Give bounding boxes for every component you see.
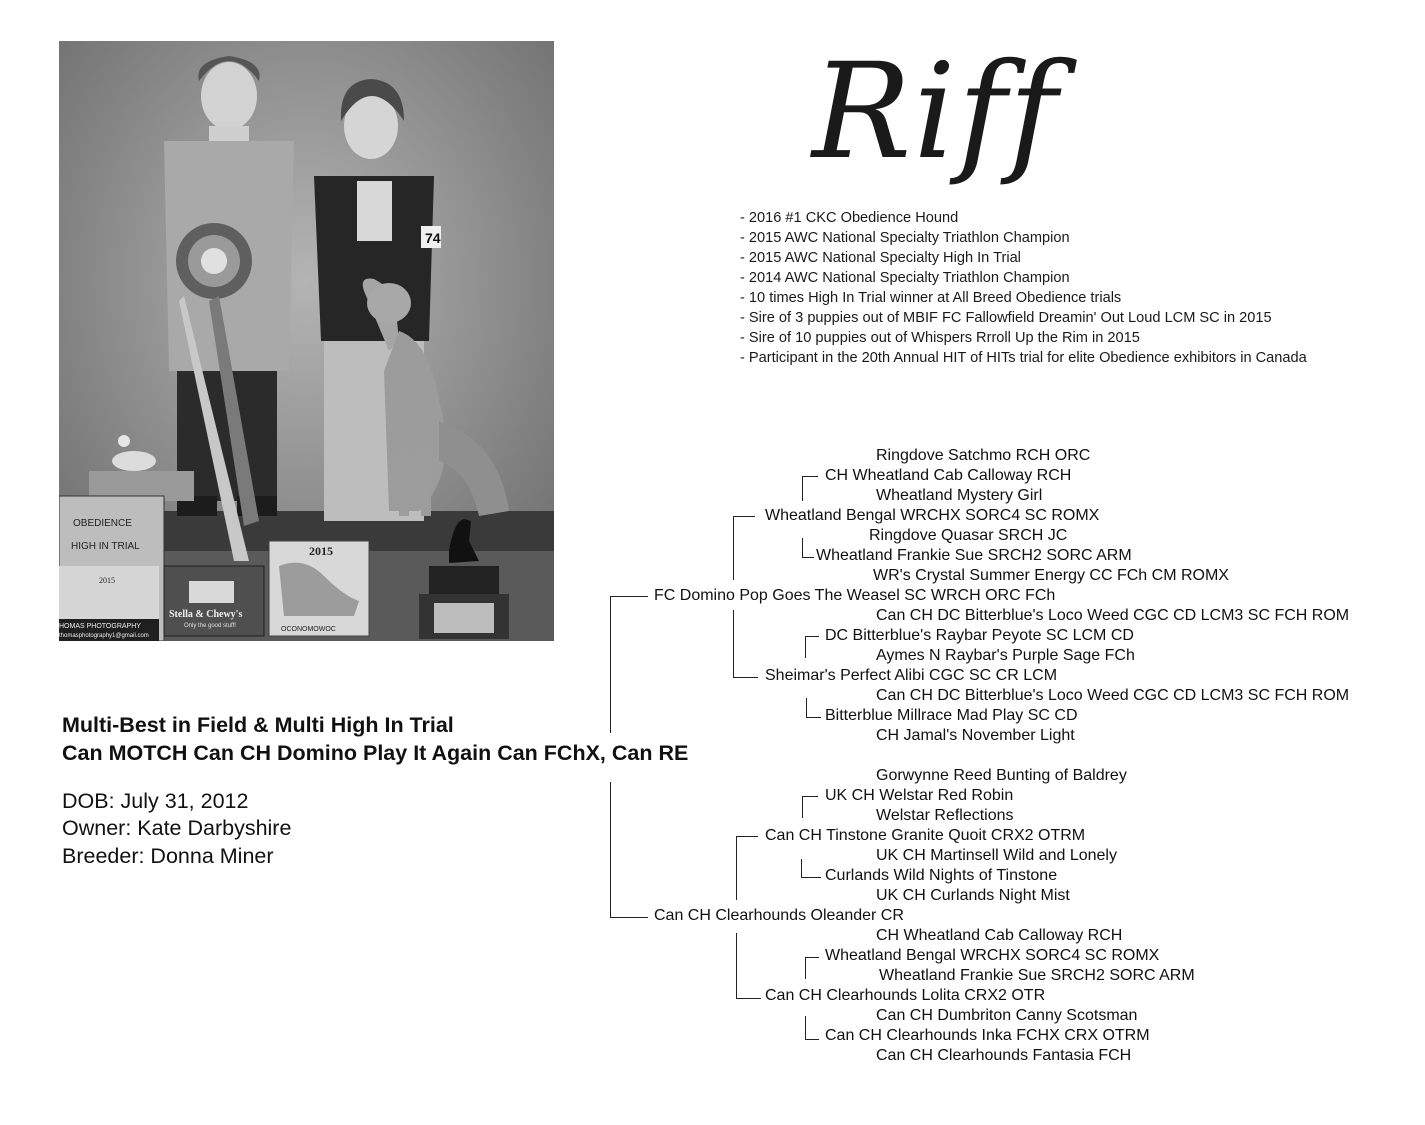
pedigree-sdss: Can CH DC Bitterblue's Loco Weed CGC CD LCM3 SC FCH ROM: [876, 607, 1350, 624]
pedigree-sd: Sheimar's Perfect Alibi CGC SC CR LCM: [765, 667, 1058, 684]
pedigree-sdsd: Aymes N Raybar's Purple Sage FCh: [876, 647, 1135, 664]
pedigree-ssdd: WR's Crystal Summer Energy CC FCh CM ROMX: [873, 567, 1229, 584]
pedigree-ddsd: Wheatland Frankie Sue SRCH2 SORC ARM: [879, 967, 1195, 984]
pedigree-dssd: Welstar Reflections: [876, 807, 1014, 824]
owner-text: Owner: Kate Darbyshire: [62, 816, 292, 840]
sponsor-bag: [164, 566, 264, 636]
pedigree-ssd: Wheatland Frankie Sue SRCH2 SORC ARM: [816, 547, 1132, 564]
specialty-sign: [269, 541, 369, 636]
achievement-item: - Participant in the 20th Annual HIT of HITs trial for elite Obedience exhibitors in Canada: [740, 350, 1307, 366]
achievement-item: - 2015 AWC National Specialty High In Trial: [740, 250, 1021, 266]
pedigree-ddds: Can CH Dumbriton Canny Scotsman: [876, 1007, 1138, 1024]
sign-hit-text: HIGH IN TRIAL: [71, 541, 140, 552]
pedigree-dsd: Curlands Wild Nights of Tinstone: [825, 867, 1058, 884]
achievement-item: - 2015 AWC National Specialty Triathlon Champion: [740, 230, 1070, 246]
pedigree-dam: Can CH Clearhounds Oleander CR: [654, 907, 904, 924]
pedigree-ss: Wheatland Bengal WRCHX SORC4 SC ROMX: [765, 507, 1100, 524]
pedigree-sire: FC Domino Pop Goes The Weasel SC WRCH ORC FCh: [654, 587, 1056, 604]
achievement-item: - 2014 AWC National Specialty Triathlon Champion: [740, 270, 1070, 286]
achievement-item: - Sire of 10 puppies out of Whispers Rrroll Up the Rim in 2015: [740, 330, 1140, 346]
photographer-text: HOMAS PHOTOGRAPHY: [59, 623, 141, 630]
obedience-sign: [59, 496, 164, 641]
sign-town: OCONOMOWOC: [281, 626, 336, 633]
page-title: Riff: [812, 35, 1060, 189]
pedigree-dsdd: UK CH Curlands Night Mist: [876, 887, 1070, 904]
pedigree-ssss: Ringdove Satchmo RCH ORC: [876, 447, 1091, 464]
achievement-item: - 10 times High In Trial winner at All Breed Obedience trials: [740, 290, 1122, 306]
achievement-item: - 2016 #1 CKC Obedience Hound: [740, 210, 959, 226]
headline-registered-name: Can MOTCH Can CH Domino Play It Again Can FChX, Can RE: [62, 741, 689, 765]
sign-year-small: 2015: [99, 576, 115, 585]
dob-text: DOB: July 31, 2012: [62, 789, 249, 813]
achievements-list: [740, 208, 1307, 368]
pedigree-sddd: CH Jamal's November Light: [876, 727, 1075, 744]
show-photo: [59, 41, 554, 641]
breeder-text: Breeder: Donna Miner: [62, 844, 274, 868]
headline-titles: Multi-Best in Field & Multi High In Trial: [62, 713, 454, 737]
pedigree-sds: DC Bitterblue's Raybar Peyote SC LCM CD: [825, 627, 1134, 644]
achievement-item: - Sire of 3 puppies out of MBIF FC Fallowfield Dreamin' Out Loud LCM SC in 2015: [740, 310, 1272, 326]
pedigree-ddd: Can CH Clearhounds Inka FCHX CRX OTRM: [825, 1027, 1150, 1044]
sign-obedience-text: OBEDIENCE: [73, 518, 132, 529]
pedigree-ssds: Ringdove Quasar SRCH JC: [869, 527, 1068, 544]
pedigree-dsds: UK CH Martinsell Wild and Lonely: [876, 847, 1117, 864]
pedigree-sss: CH Wheatland Cab Calloway RCH: [825, 467, 1072, 484]
pedigree-dddd: Can CH Clearhounds Fantasia FCH: [876, 1047, 1132, 1064]
pedigree-sdd: Bitterblue Millrace Mad Play SC CD: [825, 707, 1078, 724]
photographer-email: thomasphotography1@gmail.com: [59, 633, 149, 639]
pedigree-dsss: Gorwynne Reed Bunting of Baldrey: [876, 767, 1127, 784]
sign-year: 2015: [309, 544, 333, 558]
armband-number: 74: [425, 230, 441, 246]
pedigree-sdds: Can CH DC Bitterblue's Loco Weed CGC CD LCM3 SC FCH ROM: [876, 687, 1350, 704]
pedigree-dd: Can CH Clearhounds Lolita CRX2 OTR: [765, 987, 1046, 1004]
pedigree-ds: Can CH Tinstone Granite Quoit CRX2 OTRM: [765, 827, 1086, 844]
pedigree-sssd: Wheatland Mystery Girl: [876, 487, 1043, 504]
pedigree-ddss: CH Wheatland Cab Calloway RCH: [876, 927, 1123, 944]
sponsor-tagline: Only the good stuff!: [184, 623, 236, 629]
pedigree-dds: Wheatland Bengal WRCHX SORC4 SC ROMX: [825, 947, 1160, 964]
sponsor-name: Stella & Chewy's: [169, 609, 243, 620]
pedigree-dss: UK CH Welstar Red Robin: [825, 787, 1014, 804]
